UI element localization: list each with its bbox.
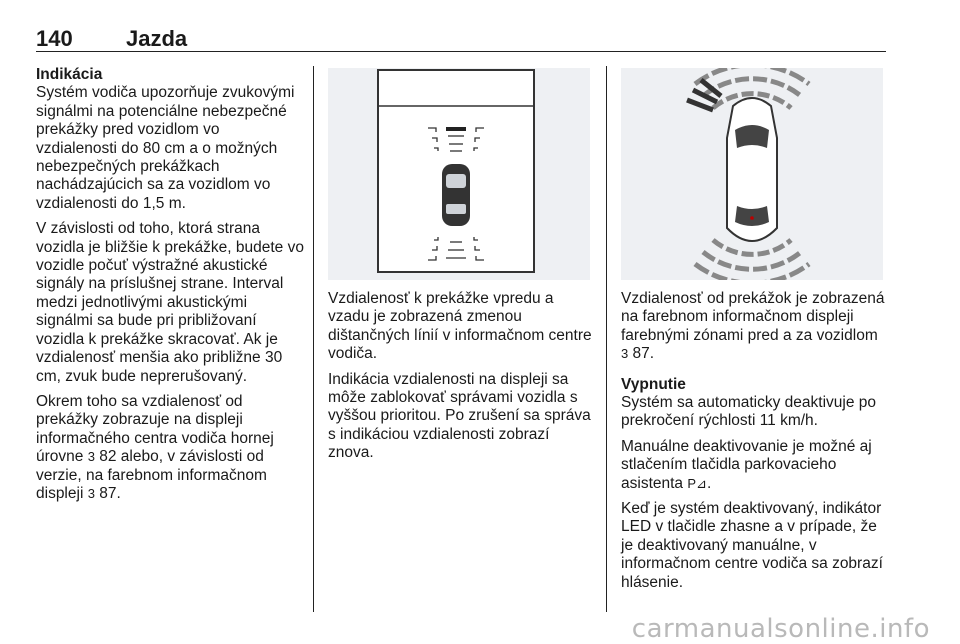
page-ref-icon[interactable]: 3 <box>621 346 629 362</box>
page-ref-icon[interactable]: 3 <box>87 449 95 465</box>
column-3 <box>621 290 889 599</box>
paragraph: Vzdialenosť od prekážok je zobrazená na farebnom informačnom displeji farebnými zónami pred a za vozidlom 3 87. <box>621 290 885 363</box>
paragraph: V závislosti od toho, ktorá strana vozidla je bližšie k prekážke, budete vo vozidle počuť výstražné akustické signály na príslušnej strane. Interval medzi jednotlivými akustickými signálmi sa bude pri približovaní vozidla k prekážke skracovať. Ak je vzdialenosť menšia ako približne 30 cm, zvuk bude neprerušovaný. <box>36 220 304 385</box>
page-header <box>36 20 886 50</box>
page-ref-icon[interactable]: 3 <box>87 485 95 501</box>
page-number: 140 <box>36 26 73 51</box>
figure-color-zones <box>621 68 883 280</box>
paragraph: Keď je systém deaktivovaný, indikátor LED v tlačidle zhasne a v prípade, že je deaktivovaný manuálne, v informačnom centre vodiča sa zobrazí hlásenie. <box>621 500 883 591</box>
paragraph: Okrem toho sa vzdialenosť od prekážky zobrazuje na displeji informačného centra vodiča hornej úrovne 3 82 alebo, v závislosti od verzie, na farebnom informačnom displeji 3 87. <box>36 392 274 502</box>
column-2 <box>328 290 593 470</box>
paragraph: Manuálne deaktivovanie je možné aj stlačením tlačidla parkovacieho asistenta P⊿. <box>621 437 872 492</box>
color-info-display-image <box>621 68 883 280</box>
figure-distance-lines <box>328 68 590 280</box>
column-divider-1 <box>313 66 314 612</box>
column-1 <box>36 66 304 510</box>
paragraph: Systém vodiča upozorňuje zvukovými signálmi na potenciálne nebezpečné prekážky pred vozidlom vo vzdialenosti do 80 cm a o možných nebezpečných prekážkach nachádzajúcich sa za vozidlom vo vzdialenosti do 1,5 m. <box>36 84 295 212</box>
column-divider-2 <box>606 66 607 612</box>
park-assist-icon: P⊿ <box>687 475 707 491</box>
paragraph: Systém sa automaticky deaktivuje po prekročení rýchlosti 11 km/h. <box>621 394 877 430</box>
section-heading-indikacia: Indikácia <box>36 66 103 83</box>
section-heading-vypnutie: Vypnutie <box>621 375 686 393</box>
chapter-title: Jazda <box>126 26 188 51</box>
driver-info-display-image <box>328 68 590 280</box>
paragraph: Indikácia vzdialenosti na displeji sa môže zablokovať správami vozidla s vyššou prioritou. Po zrušení sa správa s indikáciou vzdialenosti zobrazí znova. <box>328 370 591 462</box>
watermark: carmanualsonline.info <box>631 614 930 644</box>
paragraph: Vzdialenosť k prekážke vpredu a vzadu je zobrazená zmenou dištančných línií v informačnom centre vodiča. <box>328 290 592 363</box>
header-rule <box>36 51 886 52</box>
